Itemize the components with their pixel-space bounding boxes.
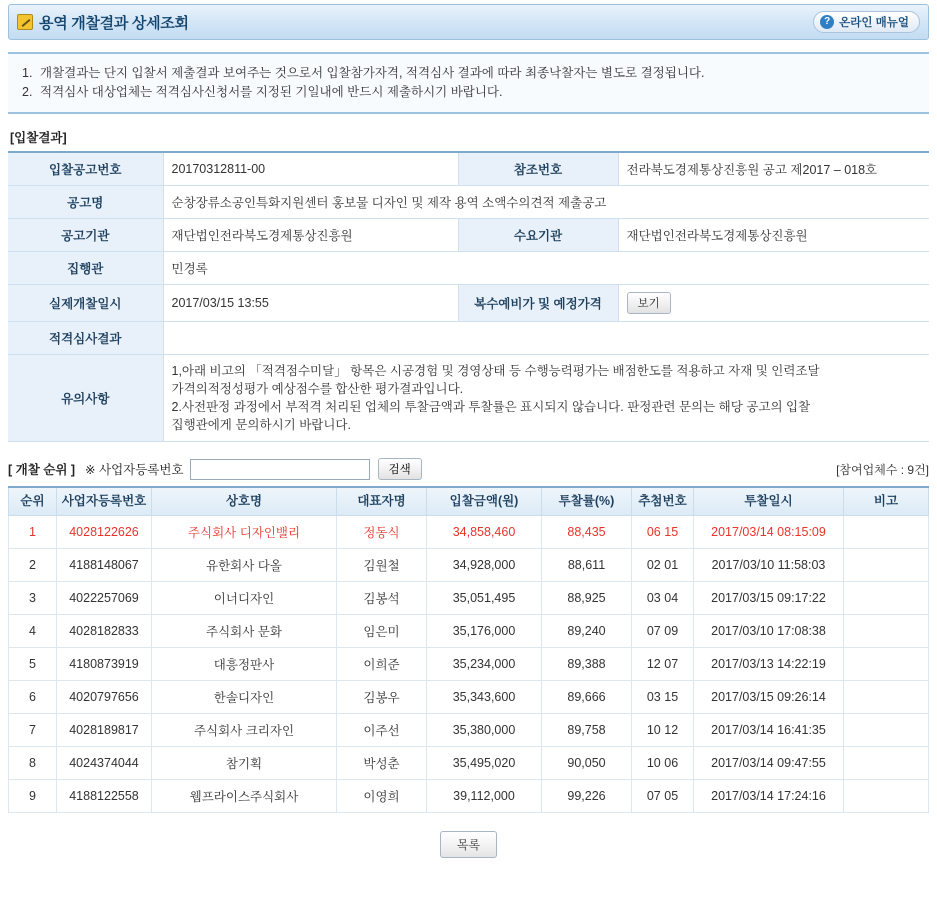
table-row [8, 322, 929, 355]
cell-company: 이너디자인 [152, 582, 337, 615]
notice-item [18, 83, 923, 102]
table-row [9, 549, 929, 582]
cell-lottery: 10 06 [632, 747, 694, 780]
cell-rate: 88,435 [542, 516, 632, 549]
cell-ceo: 김원철 [337, 549, 427, 582]
column-header-amount: 입찰금액(원) [427, 487, 542, 516]
column-header-company: 상호명 [152, 487, 337, 516]
label-officer: 집행관 [8, 252, 163, 285]
label-notice-org: 공고기관 [8, 219, 163, 252]
cell-ceo: 정동식 [337, 516, 427, 549]
value-notice-name: 순창장류소공인특화지원센터 홍보물 디자인 및 제작 용역 소액수의견적 제출공고 [163, 186, 929, 219]
page-title: 용역 개찰결과 상세조회 [39, 14, 189, 32]
label-notice-name: 공고명 [8, 186, 163, 219]
biz-no-label: ※ 사업자등록번호 [85, 463, 184, 477]
bid-result-heading: [입찰결과] [10, 131, 67, 145]
cell-rank: 8 [9, 747, 57, 780]
cell-ceo: 이희준 [337, 648, 427, 681]
cell-remark [844, 681, 929, 714]
cell-lottery: 03 04 [632, 582, 694, 615]
cell-remark [844, 747, 929, 780]
table-row [9, 681, 929, 714]
cell-lottery: 07 09 [632, 615, 694, 648]
cell-biz-no: 4188148067 [57, 549, 152, 582]
cell-amount: 35,051,495 [427, 582, 542, 615]
cell-datetime: 2017/03/10 11:58:03 [694, 549, 844, 582]
cell-datetime: 2017/03/14 09:47:55 [694, 747, 844, 780]
cell-amount: 35,380,000 [427, 714, 542, 747]
cell-biz-no: 4180873919 [57, 648, 152, 681]
table-header-row [9, 487, 929, 516]
column-header-rate: 투찰률(%) [542, 487, 632, 516]
table-row [9, 516, 929, 549]
cell-remark [844, 549, 929, 582]
cell-ceo: 이영희 [337, 780, 427, 813]
cell-rate: 89,240 [542, 615, 632, 648]
online-manual-button[interactable] [813, 11, 920, 33]
bid-result-table [8, 151, 929, 442]
cell-amount: 35,343,600 [427, 681, 542, 714]
cell-datetime: 2017/03/15 09:17:22 [694, 582, 844, 615]
cell-ceo: 김봉석 [337, 582, 427, 615]
value-remarks [163, 355, 929, 442]
column-header-datetime: 투찰일시 [694, 487, 844, 516]
cell-ceo: 김봉우 [337, 681, 427, 714]
cell-amount: 39,112,000 [427, 780, 542, 813]
cell-company: 주식회사 문화 [152, 615, 337, 648]
notice-item [18, 64, 923, 83]
table-row [9, 714, 929, 747]
cell-rank: 7 [9, 714, 57, 747]
column-header-lottery: 추첨번호 [632, 487, 694, 516]
label-open-datetime: 실제개찰일시 [8, 285, 163, 322]
cell-rate: 90,050 [542, 747, 632, 780]
cell-remark [844, 780, 929, 813]
multi-price-cell [618, 285, 929, 322]
label-remarks: 유의사항 [8, 355, 163, 442]
cell-remark [844, 516, 929, 549]
cell-ceo: 박성춘 [337, 747, 427, 780]
cell-ceo: 이주선 [337, 714, 427, 747]
cell-biz-no: 4028122626 [57, 516, 152, 549]
cell-lottery: 03 15 [632, 681, 694, 714]
cell-lottery: 06 15 [632, 516, 694, 549]
value-demand-org: 재단법인전라북도경제통상진흥원 [618, 219, 929, 252]
table-row [9, 615, 929, 648]
label-demand-org: 수요기관 [458, 219, 618, 252]
cell-datetime: 2017/03/14 17:24:16 [694, 780, 844, 813]
cell-rate: 89,758 [542, 714, 632, 747]
table-row [8, 152, 929, 186]
remarks-line: 집행관에게 문의하시기 바랍니다. [171, 418, 351, 432]
view-button[interactable]: 보기 [627, 292, 671, 314]
cell-amount: 35,495,020 [427, 747, 542, 780]
table-row [8, 219, 929, 252]
biz-no-input[interactable] [190, 459, 370, 480]
cell-company: 주식회사 크리자인 [152, 714, 337, 747]
cell-rank: 2 [9, 549, 57, 582]
value-notice-org: 재단법인전라북도경제통상진흥원 [163, 219, 458, 252]
open-bid-rank-table [8, 486, 929, 813]
cell-amount: 34,858,460 [427, 516, 542, 549]
value-officer: 민경록 [163, 252, 929, 285]
cell-biz-no: 4022257069 [57, 582, 152, 615]
table-row [9, 780, 929, 813]
remarks-line: 1,아래 비고의 「적격점수미달」 항목은 시공경험 및 경영상태 등 수행능력평가는 배점한도를 적용하고 자재 및 인력조달 [171, 364, 820, 378]
table-row [9, 582, 929, 615]
cell-company: 주식회사 디자인밸리 [152, 516, 337, 549]
value-ref-no: 전라북도경제통상진흥원 공고 제2017 – 018호 [618, 152, 929, 186]
rank-section-toolbar [8, 458, 929, 480]
table-row [8, 285, 929, 322]
cell-remark [844, 714, 929, 747]
cell-amount: 34,928,000 [427, 549, 542, 582]
online-manual-label: 온라인 매뉴얼 [839, 17, 909, 29]
participant-count: [참여업체수 : 9건] [836, 462, 929, 477]
cell-rank: 6 [9, 681, 57, 714]
cell-rate: 89,388 [542, 648, 632, 681]
page-footer [8, 831, 929, 858]
cell-rate: 88,925 [542, 582, 632, 615]
search-button[interactable]: 검색 [378, 458, 422, 480]
cell-biz-no: 4028182833 [57, 615, 152, 648]
cell-company: 대흥정판사 [152, 648, 337, 681]
page-root [0, 4, 937, 922]
cell-datetime: 2017/03/13 14:22:19 [694, 648, 844, 681]
table-row [9, 747, 929, 780]
label-notice-no: 입찰공고번호 [8, 152, 163, 186]
table-row [9, 648, 929, 681]
cell-datetime: 2017/03/15 09:26:14 [694, 681, 844, 714]
cell-datetime: 2017/03/14 16:41:35 [694, 714, 844, 747]
label-ref-no: 참조번호 [458, 152, 618, 186]
cell-lottery: 02 01 [632, 549, 694, 582]
question-icon: ? [820, 15, 834, 29]
remarks-line: 2.사전판정 과정에서 부적격 처리된 업체의 투찰금액과 투찰률은 표시되지 않습니다. 판정관련 문의는 해당 공고의 입찰 [171, 400, 811, 414]
label-multi-price: 복수예비가 및 예정가격 [458, 285, 618, 322]
column-header-remark: 비고 [844, 487, 929, 516]
cell-amount: 35,234,000 [427, 648, 542, 681]
table-row [8, 252, 929, 285]
remarks-line: 가격의적정성평가 예상점수를 합산한 평가결과입니다. [171, 382, 464, 396]
cell-rank: 9 [9, 780, 57, 813]
cell-biz-no: 4028189817 [57, 714, 152, 747]
cell-lottery: 12 07 [632, 648, 694, 681]
column-header-rank: 순위 [9, 487, 57, 516]
pencil-icon [17, 14, 33, 30]
cell-lottery: 10 12 [632, 714, 694, 747]
column-header-ceo: 대표자명 [337, 487, 427, 516]
cell-remark [844, 582, 929, 615]
cell-lottery: 07 05 [632, 780, 694, 813]
notice-item-number: 1. [22, 66, 33, 80]
table-row [8, 355, 929, 442]
cell-datetime: 2017/03/14 08:15:09 [694, 516, 844, 549]
value-open-datetime: 2017/03/15 13:55 [163, 285, 458, 322]
cell-datetime: 2017/03/10 17:08:38 [694, 615, 844, 648]
table-row [8, 186, 929, 219]
cell-amount: 35,176,000 [427, 615, 542, 648]
list-button[interactable]: 목록 [440, 831, 497, 858]
value-notice-no: 20170312811-00 [163, 152, 458, 186]
cell-rate: 89,666 [542, 681, 632, 714]
cell-biz-no: 4024374044 [57, 747, 152, 780]
notice-item-text: 적격심사 대상업체는 적격심사신청서를 지정된 기일내에 반드시 제출하시기 바랍니다. [40, 85, 503, 99]
cell-company: 웹프라이스주식회사 [152, 780, 337, 813]
cell-rank: 1 [9, 516, 57, 549]
cell-company: 한솔디자인 [152, 681, 337, 714]
cell-biz-no: 4020797656 [57, 681, 152, 714]
cell-rate: 88,611 [542, 549, 632, 582]
cell-ceo: 임은미 [337, 615, 427, 648]
cell-biz-no: 4188122558 [57, 780, 152, 813]
cell-company: 유한회사 다올 [152, 549, 337, 582]
notice-item-text: 개찰결과는 단지 입찰서 제출결과 보여주는 것으로서 입찰참가자격, 적격심사 결과에 따라 최종낙찰자는 별도로 결정됩니다. [40, 66, 705, 80]
label-qualification: 적격심사결과 [8, 322, 163, 355]
column-header-biz-no: 사업자등록번호 [57, 487, 152, 516]
cell-remark [844, 615, 929, 648]
page-titlebar [8, 4, 929, 40]
cell-rank: 3 [9, 582, 57, 615]
rank-section-title: [ 개찰 순위 ] [8, 463, 76, 477]
cell-rate: 99,226 [542, 780, 632, 813]
cell-company: 참기획 [152, 747, 337, 780]
cell-rank: 5 [9, 648, 57, 681]
notice-box [8, 52, 929, 114]
cell-rank: 4 [9, 615, 57, 648]
cell-remark [844, 648, 929, 681]
value-qualification [163, 322, 929, 355]
notice-item-number: 2. [22, 85, 33, 99]
